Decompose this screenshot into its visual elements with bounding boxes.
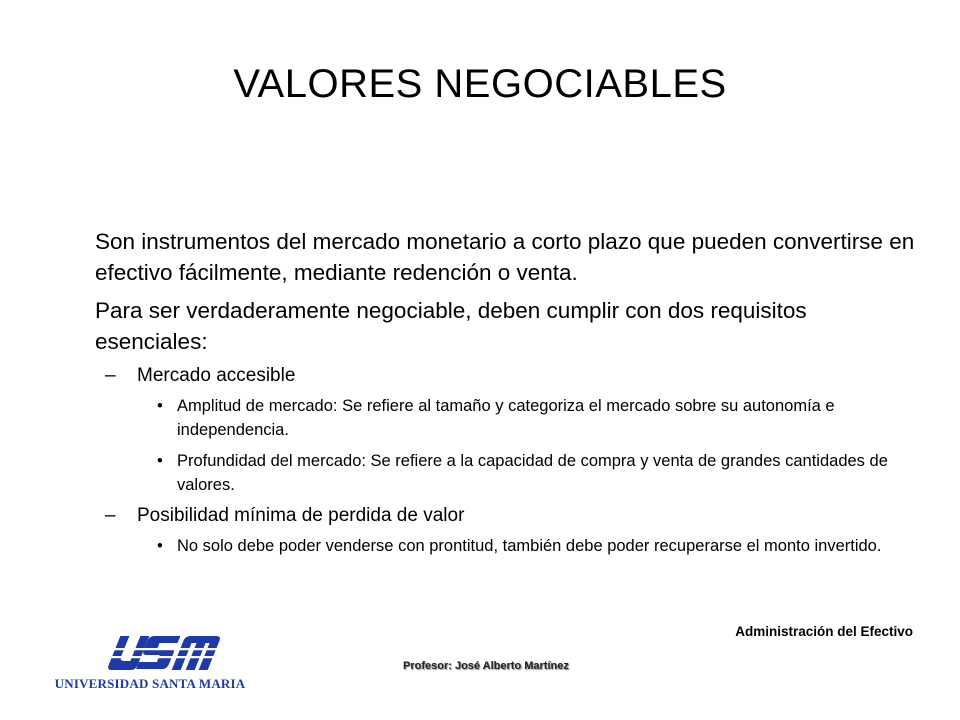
usm-logo-icon xyxy=(50,632,250,678)
bullet-text: Amplitud de mercado: Se refiere al tamaño y categoriza el mercado sobre su autonomía e independencia. xyxy=(177,397,835,439)
bullet-item xyxy=(95,534,915,558)
bullet-item xyxy=(95,449,915,497)
bullet-text: No solo debe poder venderse con prontitud, también debe poder recuperarse el monto invertido. xyxy=(177,537,882,555)
university-name: UNIVERSIDAD SANTA MARIA xyxy=(54,676,246,691)
paragraph-requirements: Para ser verdaderamente negociable, deben cumplir con dos requisitos esenciales: xyxy=(95,298,807,354)
bullet-marker: • xyxy=(157,537,163,555)
bullet-marker: • xyxy=(157,452,163,470)
dash-marker: – xyxy=(105,505,116,526)
requisite-label: Mercado accesible xyxy=(137,365,296,386)
requisite-item xyxy=(95,364,915,388)
slide-title: VALORES NEGOCIABLES xyxy=(233,62,727,106)
bullet-text: Profundidad del mercado: Se refiere a la capacidad de compra y venta de grandes cantidades de valores. xyxy=(177,452,888,494)
dash-marker: – xyxy=(105,365,116,386)
requisite-item xyxy=(95,504,915,528)
course-name: Administración del Efectivo xyxy=(735,624,913,639)
bullet-marker: • xyxy=(157,397,163,415)
requisite-label: Posibilidad mínima de perdida de valor xyxy=(137,505,465,526)
university-logo xyxy=(50,632,250,694)
bullet-item xyxy=(95,394,915,442)
paragraph-definition: Son instrumentos del mercado monetario a corto plazo que pueden convertirse en efectivo fácilmente, mediante redención o venta. xyxy=(95,229,915,285)
professor-name: Profesor: José Alberto Martínez xyxy=(403,660,569,672)
slide-body xyxy=(95,226,915,565)
